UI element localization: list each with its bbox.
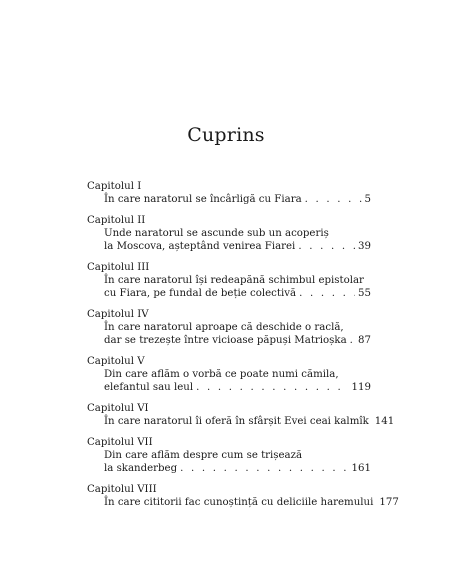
page-number: 119 bbox=[351, 382, 371, 393]
chapter-description-line: Din care aflăm o vorbă ce poate numi cămila, bbox=[104, 369, 339, 380]
chapter-description bbox=[87, 368, 371, 394]
chapter-description-line: În care naratorul aproape că deschide o raclă, bbox=[104, 322, 344, 333]
dot-leader bbox=[298, 240, 355, 253]
toc-entry bbox=[87, 402, 395, 428]
chapter-description-text: la skanderbeg bbox=[104, 463, 178, 474]
toc-entry bbox=[87, 483, 399, 509]
chapter-description-text: cu Fiara, pe fundal de beție colectivă bbox=[104, 288, 297, 299]
table-of-contents bbox=[87, 180, 399, 517]
toc-entry bbox=[87, 355, 371, 394]
page-number: 55 bbox=[358, 288, 371, 299]
chapter-heading: Capitolul VII bbox=[87, 437, 153, 448]
chapter-description bbox=[87, 274, 371, 300]
chapter-heading: Capitolul II bbox=[87, 215, 146, 226]
chapter-description-line bbox=[104, 415, 395, 428]
page-number: 141 bbox=[374, 416, 395, 427]
dot-leader bbox=[350, 334, 355, 347]
chapter-description bbox=[87, 449, 371, 475]
chapter-description-line: Din care aflăm despre cum se trișează bbox=[104, 450, 303, 461]
chapter-heading: Capitolul VIII bbox=[87, 484, 157, 495]
dot-leader bbox=[180, 462, 348, 475]
chapter-description bbox=[87, 227, 371, 253]
page-number: 5 bbox=[364, 194, 371, 205]
chapter-description bbox=[87, 415, 395, 428]
page-number: 161 bbox=[351, 463, 371, 474]
chapter-description-text: la Moscova, așteptând venirea Fiarei bbox=[104, 241, 296, 252]
page-number: 177 bbox=[379, 497, 399, 508]
chapter-description bbox=[87, 321, 371, 347]
chapter-description-text: În care naratorul se încârligă cu Fiara bbox=[104, 194, 302, 205]
dot-leader bbox=[305, 193, 362, 206]
toc-entry bbox=[87, 180, 371, 206]
chapter-heading: Capitolul III bbox=[87, 262, 150, 273]
dot-leader bbox=[299, 287, 355, 300]
chapter-description-line: În care naratorul își redeapănă schimbul epistolar bbox=[104, 275, 364, 286]
chapter-description-text: În care cititorii fac cunoștință cu deliciile haremului bbox=[104, 497, 374, 508]
chapter-description-line: Unde naratorul se ascunde sub un acoperiș bbox=[104, 228, 329, 239]
chapter-description bbox=[87, 193, 371, 206]
chapter-description-line bbox=[104, 381, 371, 394]
page-number: 39 bbox=[358, 241, 371, 252]
chapter-description-text: dar se trezește între vicioase păpuși Matrioșka bbox=[104, 335, 347, 346]
chapter-heading: Capitolul V bbox=[87, 356, 145, 367]
page-title: Cuprins bbox=[187, 124, 265, 146]
chapter-heading: Capitolul I bbox=[87, 181, 142, 192]
dot-leader bbox=[196, 381, 348, 394]
chapter-description-line bbox=[104, 287, 371, 300]
chapter-description-line bbox=[104, 240, 371, 253]
toc-entry bbox=[87, 214, 371, 253]
chapter-description bbox=[87, 496, 399, 509]
chapter-description-line bbox=[104, 462, 371, 475]
chapter-description-text: elefantul sau leul bbox=[104, 382, 194, 393]
toc-entry bbox=[87, 436, 371, 475]
toc-entry bbox=[87, 261, 371, 300]
chapter-heading: Capitolul IV bbox=[87, 309, 149, 320]
toc-entry bbox=[87, 308, 371, 347]
chapter-description-line bbox=[104, 496, 399, 509]
chapter-description-line bbox=[104, 193, 371, 206]
page-number: 87 bbox=[358, 335, 371, 346]
chapter-description-line bbox=[104, 334, 371, 347]
chapter-heading: Capitolul VI bbox=[87, 403, 149, 414]
chapter-description-text: În care naratorul îi oferă în sfârșit Evei ceai kalmîk bbox=[104, 416, 369, 427]
